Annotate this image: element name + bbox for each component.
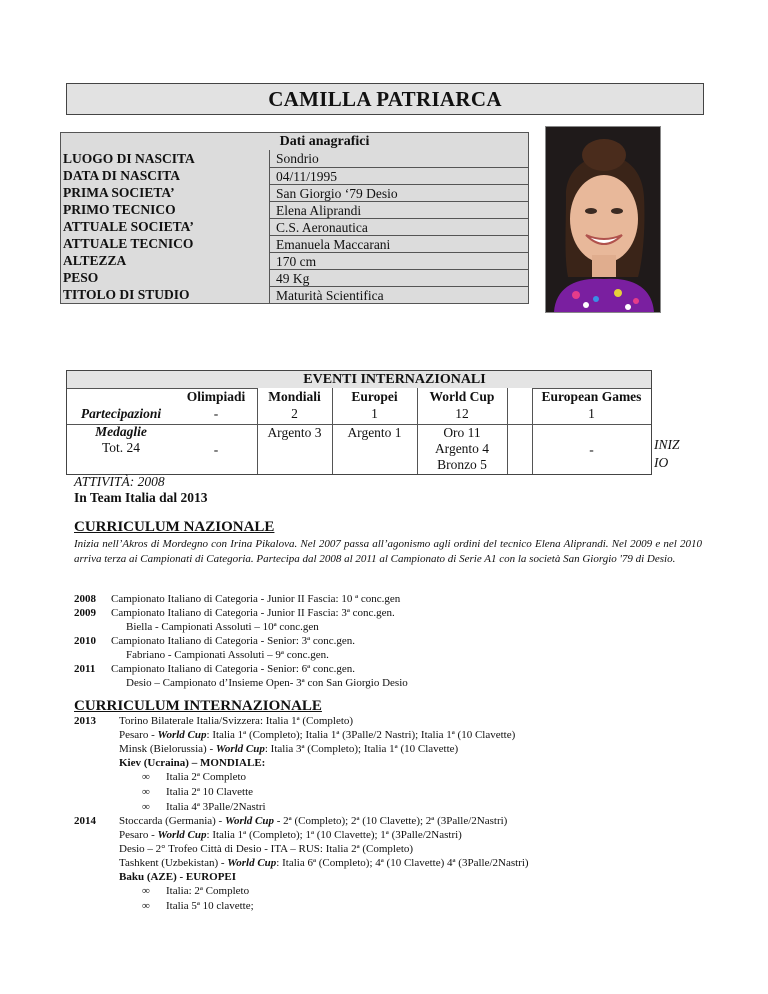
national-line: Campionato Italiano di Categoria - Senior: 6ª conc.gen. — [111, 663, 356, 675]
intl-bullet: ∞ Italia 4ª 3Palle/2Nastri — [142, 801, 266, 813]
personal-data-value: Maturità Scientifica — [269, 286, 528, 303]
med-mondiali: Argento 3 — [267, 425, 322, 440]
personal-data-row — [61, 235, 528, 252]
med-olimpiadi: - — [213, 442, 219, 457]
personal-data-value: 49 Kg — [269, 269, 528, 286]
infinity-bullet-icon: ∞ — [142, 900, 150, 912]
intl-line: Pesaro - World Cup: Italia 1ª (Completo); 1ª (10 Clavette); 1ª (3Palle/2Nastri) — [119, 829, 462, 841]
part-europei: 1 — [371, 406, 378, 421]
col-world-cup: World Cup — [429, 389, 495, 404]
med-europei: Argento 1 — [347, 425, 402, 440]
personal-data-row — [61, 252, 528, 269]
personal-data-label: ALTEZZA — [63, 253, 127, 268]
side-note: INIZIO — [654, 437, 680, 470]
national-line: Campionato Italiano di Categoria - Junior II Fascia: 3ª conc.gen. — [111, 607, 395, 619]
infinity-bullet-icon: ∞ — [142, 786, 150, 798]
intl-line: Torino Bilaterale Italia/Svizzera: Italia 1ª (Completo) — [119, 715, 354, 727]
athlete-photo — [545, 126, 661, 313]
personal-data-value: Sondrio — [269, 150, 528, 167]
col-mondiali: Mondiali — [268, 389, 321, 404]
name-title-box — [66, 83, 704, 115]
personal-data-row — [61, 201, 528, 218]
med-european-games: - — [589, 442, 594, 457]
year-2009: 2009 — [74, 607, 96, 619]
intl-line: Pesaro - World Cup: Italia 1ª (Completo); Italia 1ª (3Palle/2 Nastri); Italia 1ª (10 Clavette) — [119, 729, 516, 741]
intl-line: Kiev (Ucraina) – MONDIALE: — [119, 757, 266, 769]
personal-data-label: LUOGO DI NASCITA — [63, 151, 195, 166]
med-world-cup-gold: Oro 11 — [443, 425, 481, 440]
year-2013: 2013 — [74, 715, 96, 727]
personal-data-value: Elena Aliprandi — [269, 201, 528, 218]
part-european-games: 1 — [588, 406, 595, 421]
personal-data-label: DATA DI NASCITA — [63, 168, 181, 183]
intl-line: Stoccarda (Germania) - World Cup - 2ª (Completo); 2ª (10 Clavette); 2ª (3Palle/2Nastri) — [119, 815, 508, 827]
personal-data-label: ATTUALE SOCIETA’ — [63, 219, 194, 234]
personal-data-table — [60, 132, 529, 304]
personal-data-value: Emanuela Maccarani — [269, 235, 528, 252]
year-2010: 2010 — [74, 635, 96, 647]
intl-line: Baku (AZE) - EUROPEI — [119, 871, 237, 883]
personal-data-label: ATTUALE TECNICO — [63, 236, 194, 251]
infinity-bullet-icon: ∞ — [142, 771, 150, 783]
national-line: Campionato Italiano di Categoria - Senior: 3ª conc.gen. — [111, 635, 356, 647]
col-olimpiadi: Olimpiadi — [186, 389, 246, 404]
intl-bullet: ∞ Italia 2ª 10 Clavette — [142, 786, 254, 798]
intl-bullet: ∞ Italia 2ª Completo — [142, 771, 247, 783]
personal-data-label: TITOLO DI STUDIO — [63, 287, 190, 302]
personal-data-row — [61, 184, 528, 201]
infinity-bullet-icon: ∞ — [142, 885, 150, 897]
national-line: Campionato Italiano di Categoria - Junior II Fascia: 10 ª conc.gen — [111, 593, 401, 605]
personal-data-value: C.S. Aeronautica — [269, 218, 528, 235]
events-title: EVENTI INTERNAZIONALI — [303, 372, 486, 387]
international-curriculum-heading: CURRICULUM INTERNAZIONALE — [74, 698, 322, 714]
personal-data-value: 04/11/1995 — [269, 167, 528, 184]
activity-start: ATTIVITÀ: 2008 — [74, 474, 165, 489]
personal-data-value: 170 cm — [269, 252, 528, 269]
part-mondiali: 2 — [291, 406, 298, 421]
intl-line: Minsk (Bielorussia) - World Cup: Italia 3ª (Completo); Italia 1ª (10 Clavette) — [119, 743, 459, 755]
year-2011: 2011 — [74, 663, 96, 675]
national-line: Biella - Campionati Assoluti – 10ª conc.gen — [126, 621, 319, 633]
personal-data-label: PRIMA SOCIETA’ — [63, 185, 175, 200]
team-italia: In Team Italia dal 2013 — [74, 490, 208, 505]
personal-data-label: PESO — [63, 270, 99, 285]
personal-data-value: San Giorgio ‘79 Desio — [269, 184, 528, 201]
col-european-games: European Games — [541, 389, 642, 404]
international-events-table — [66, 370, 652, 475]
intl-line: Tashkent (Uzbekistan) - World Cup: Italia 6ª (Completo); 4ª (10 Clavette) 4ª (3Palle/2Nastri) — [119, 857, 529, 869]
national-line: Desio – Campionato d’Insieme Open- 3ª con San Giorgio Desio — [126, 677, 408, 689]
personal-data-row — [61, 167, 528, 184]
national-curriculum-heading: CURRICULUM NAZIONALE — [74, 519, 275, 535]
intl-bullet: ∞ Italia 5ª 10 clavette; — [142, 900, 254, 912]
year-2008: 2008 — [74, 593, 96, 605]
year-2014: 2014 — [74, 815, 96, 827]
athlete-name: CAMILLA PATRIARCA — [268, 86, 502, 111]
partecipazioni-label: Partecipazioni — [80, 406, 162, 421]
part-world-cup: 12 — [455, 406, 469, 421]
col-europei: Europei — [351, 389, 398, 404]
med-world-cup-bronze: Bronzo 5 — [437, 457, 487, 472]
med-world-cup-silver: Argento 4 — [434, 441, 490, 456]
infinity-bullet-icon: ∞ — [142, 801, 150, 813]
medaglie-label: Medaglie — [95, 424, 147, 439]
personal-data-header: Dati anagrafici — [279, 134, 370, 149]
personal-data-row — [61, 150, 528, 167]
personal-data-row — [61, 269, 528, 286]
part-olimpiadi: - — [213, 406, 219, 421]
personal-data-row — [61, 286, 528, 303]
intl-bullet: ∞ Italia: 2ª Completo — [142, 885, 250, 897]
intl-line: Desio – 2° Trofeo Città di Desio - ITA – RUS: Italia 2ª (Completo) — [119, 843, 414, 855]
medaglie-total: Tot. 24 — [101, 440, 141, 455]
national-line: Fabriano - Campionati Assoluti – 9ª conc.gen. — [126, 649, 329, 661]
personal-data-row — [61, 218, 528, 235]
national-intro: Inizia nell’Akros di Mordegno con Irina Pikalova. Nel 2007 passa all’agonismo agli ordini del tecnico Elena Aliprandi. Nel 2009 e nel 2010 arriva terza ai Campionati di Categoria. Partecipa dal 2008 al 2011 al Campionato di Serie A1 con la società San Giorgio '79 di Desio. — [74, 538, 702, 565]
personal-data-label: PRIMO TECNICO — [63, 202, 176, 217]
